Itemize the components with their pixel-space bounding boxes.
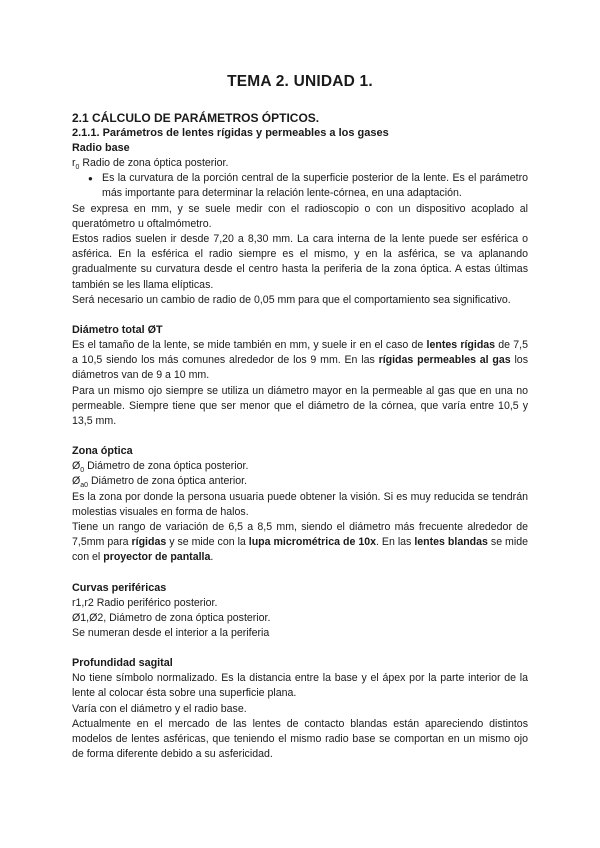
zona-optica-paragraph: Tiene un rango de variación de 6,5 a 8,5 mm, siendo el diámetro más frecuente alrededor de 7,5mm para rígidas y se mide con la lupa micrométrica de 10x. En las lentes blandas se mide con el proyector de pantalla. xyxy=(72,521,529,564)
radio-base-paragraph: Será necesario un cambio de radio de 0,05 mm para que el comportamiento sea significativo. xyxy=(72,293,511,306)
subsection-heading: 2.1.1. Parámetros de lentes rígidas y permeables a los gases xyxy=(72,127,389,139)
curvas-line: r1,r2 Radio periférico posterior. xyxy=(72,596,218,609)
radio-base-paragraph: Se expresa en mm, y se suele medir con el radioscopio o con un dispositivo acoplado al queratómetro u oftalmómetro. xyxy=(72,202,528,230)
zona-optica-paragraph: Es la zona por donde la persona usuaria puede obtener la visión. Si es muy reducida se tendrán molestias visuales en forma de halos. xyxy=(72,490,528,518)
profundidad-paragraph: No tiene símbolo normalizado. Es la distancia entre la base y el ápex por la parte interior de la lente al colocar ésta sobre una superficie plana. xyxy=(72,672,528,700)
zona-optica-definition: $Ø_{a0}$ Diámetro de zona óptica anterior. xyxy=(72,475,248,490)
radio-base-list xyxy=(72,171,528,201)
diametro-heading: Diámetro total ØT xyxy=(72,324,163,337)
curvas-line: Se numeran desde el interior a la periferia xyxy=(72,627,270,640)
curvas-line: Ø1,Ø2, Diámetro de zona óptica posterior. xyxy=(72,611,271,624)
diametro-paragraph: Para un mismo ojo siempre se utiliza un diámetro mayor en la permeable al gas que en una no permeable. Siempre tiene que ser menor que el diámetro de la córnea, que varía entre 10,5 y 13,5 mm. xyxy=(72,384,528,428)
zona-optica-heading: Zona óptica xyxy=(72,445,133,458)
diametro-paragraph: Es el tamaño de la lente, se mide también en mm, y suele ir en el caso de lentes rígidas de 7,5 a 10,5 siendo los más comunes alrededor de los 9 mm. En las rígidas permeables al gas los diámetros van de 9 a 10 mm. xyxy=(72,339,529,382)
radio-base-paragraph: Estos radios suelen ir desde 7,20 a 8,30 mm. La cara interna de la lente puede ser esférica o asférica. En la esférica el radio siempre es el mismo, y en la asférica, se va aplanando gradualmente su curvatura desde el centro hasta la periferia de la zona óptica. A estas últimas también se les llama elípticas. xyxy=(72,233,528,291)
radio-base-definition: $r_0$ Radio de zona óptica posterior. xyxy=(72,157,229,172)
zona-optica-definition: $Ø_0$ Diámetro de zona óptica posterior. xyxy=(72,460,249,475)
curvas-heading: Curvas periféricas xyxy=(72,581,167,594)
profundidad-heading: Profundidad sagital xyxy=(72,657,173,670)
profundidad-paragraph: Actualmente en el mercado de las lentes de contacto blandas están apareciendo distintos modelos de lentes asféricas, que teniendo el mismo radio base se comportan en un mismo ojo de forma diferente debido a su asfericidad. xyxy=(72,717,528,761)
section-heading: 2.1 CÁLCULO DE PARÁMETROS ÓPTICOS. xyxy=(72,111,320,125)
page-title: TEMA 2. UNIDAD 1. xyxy=(227,73,373,90)
document-body xyxy=(72,110,528,763)
radio-base-heading: Radio base xyxy=(72,142,130,154)
profundidad-paragraph: Varía con el diámetro y el radio base. xyxy=(72,702,247,715)
list-item: ● Es la curvatura de la porción central de la superficie posterior de la lente. Es el parámetro más importante para determinar la relación lente-córnea, en una adaptación. xyxy=(102,171,528,201)
